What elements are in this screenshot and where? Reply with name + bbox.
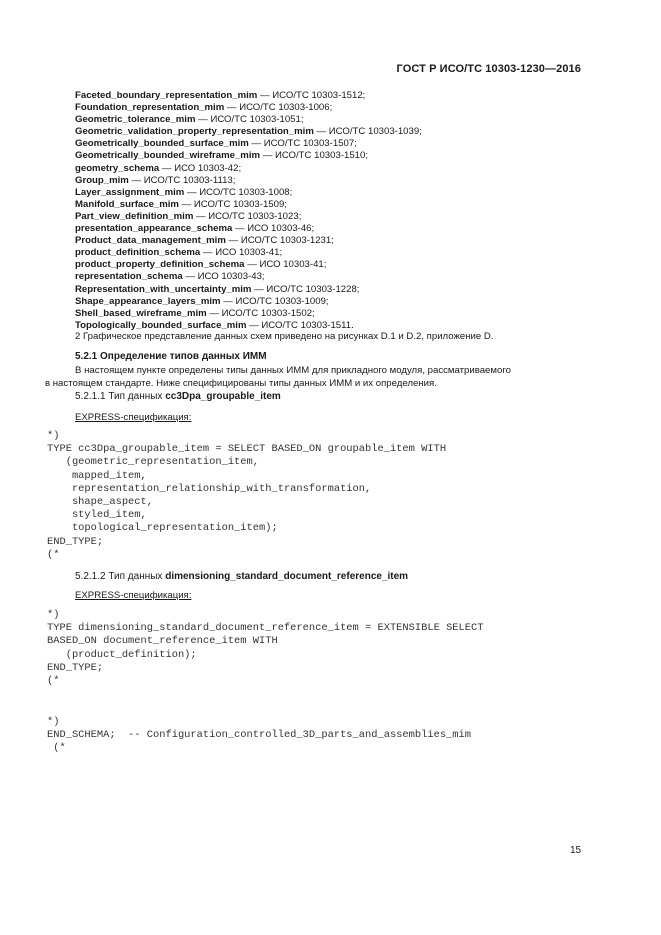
page-number: 15 [570,845,582,856]
standard-reference: — ИСО/ТС 10303-1023; [193,210,302,222]
module-name: Manifold_surface_mim [75,198,179,210]
reference-item [75,235,422,247]
reference-item [75,163,422,175]
module-name: Geometric_tolerance_mim [75,114,196,126]
module-name: Shape_appearance_layers_mim [75,295,221,307]
reference-item [75,271,422,283]
section-title: 5.2.1 Определение типов данных ИММ [75,351,267,362]
module-name: Part_view_definition_mim [75,210,194,222]
reference-item [75,296,422,308]
reference-item [75,90,422,102]
module-name: Layer_assignment_mim [75,186,185,198]
type-name: cc3Dpa_groupable_item [165,391,281,402]
note-text: 2 Графическое представление данных схем приведено на рисунках D.1 и D.2, приложение D. [75,331,494,342]
standard-reference: — ИСО/ТС 10303-1512; [257,90,366,101]
standard-reference: — ИСО/ТС 10303-1502; [206,307,315,319]
reference-item [75,187,422,199]
standard-reference: — ИСО 10303-43; [182,271,265,283]
express-code-block: *) TYPE dimensioning_standard_document_reference_item = EXTENSIBLE SELECT BASED_ON document_reference_item WITH (product_definition); END_TYPE; (* [47,609,484,688]
standard-reference: — ИСО/ТС 10303-1113; [128,174,236,186]
module-name: Group_mim [75,174,129,186]
reference-item [75,102,422,114]
standard-reference: — ИСО 10303-42; [159,162,242,174]
standard-reference: — ИСО/ТС 10303-1510; [260,150,369,162]
standard-reference: — ИСО/ТС 10303-1231; [225,235,334,247]
section-paragraph-line2: в настоящем стандарте. Ниже специфицированы типы данных ИММ и их определения. [45,378,437,389]
module-name: geometry_schema [75,162,160,174]
module-name: Foundation_representation_mim [75,102,225,114]
standard-reference: — ИСО/ТС 10303-1008; [184,186,293,198]
module-name: presentation_appearance_schema [75,223,233,235]
reference-item [75,150,422,162]
reference-item [75,308,422,320]
subsection-title-2 [75,571,408,583]
module-name: product_property_definition_schema [75,259,245,271]
module-name: Geometric_validation_property_representation_mim [75,126,314,138]
module-name: Geometrically_bounded_wireframe_mim [75,150,261,162]
module-name: Product_data_management_mim [75,235,226,247]
type-name: dimensioning_standard_document_reference_item [165,571,409,582]
module-name: Geometrically_bounded_surface_mim [75,138,249,150]
standard-reference: — ИСО 10303-41; [244,259,327,271]
document-header: ГОСТ Р ИСО/ТС 10303-1230—2016 [396,63,581,75]
standard-reference: — ИСО/ТС 10303-1009; [220,295,329,307]
standard-reference: — ИСО/ТС 10303-1228; [251,283,360,295]
reference-item [75,175,422,187]
reference-item [75,126,422,138]
subsection-prefix: 5.2.1.2 Тип данных [75,571,166,582]
subsection-title-1 [75,391,281,403]
standard-reference: — ИСО 10303-46; [232,223,315,235]
standard-reference: — ИСО/ТС 10303-1006; [224,102,333,114]
subsection-prefix: 5.2.1.1 Тип данных [75,391,166,402]
standard-reference: — ИСО/ТС 10303-1511. [246,319,354,331]
reference-item [75,211,422,223]
reference-item [75,223,422,235]
module-name: Topologically_bounded_surface_mim [75,319,247,331]
standard-reference: — ИСО 10303-41; [200,247,283,259]
express-spec-label: EXPRESS-спецификация: [75,412,192,423]
module-name: representation_schema [75,271,183,283]
reference-item [75,247,422,259]
reference-item [75,199,422,211]
reference-list [75,90,422,332]
reference-item [75,259,422,271]
standard-reference: — ИСО/ТС 10303-1039; [313,126,422,138]
reference-item [75,284,422,296]
module-name: Representation_with_uncertainty_mim [75,283,252,295]
reference-item [75,138,422,150]
standard-reference: — ИСО/ТС 10303-1051; [195,114,304,126]
module-name: product_definition_schema [75,247,201,259]
module-name: Faceted_boundary_representation_mim [75,90,258,101]
standard-reference: — ИСО/ТС 10303-1507; [248,138,357,150]
standard-reference: — ИСО/ТС 10303-1509; [178,198,287,210]
section-paragraph-line1: В настоящем пункте определены типы данных ИММ для прикладного модуля, рассматриваемого [75,365,511,376]
express-code-block: *) END_SCHEMA; -- Configuration_controlled_3D_parts_and_assemblies_mim (* [47,716,472,755]
reference-item [75,114,422,126]
express-code-block: *) TYPE cc3Dpa_groupable_item = SELECT BASED_ON groupable_item WITH (geometric_representation_item, mapped_item, representation_relationship_with_transformation, shape_aspect, styled_item, topological_representation_item); END_TYPE; (* [47,430,447,561]
module-name: Shell_based_wireframe_mim [75,307,207,319]
express-spec-label: EXPRESS-спецификация: [75,590,192,601]
